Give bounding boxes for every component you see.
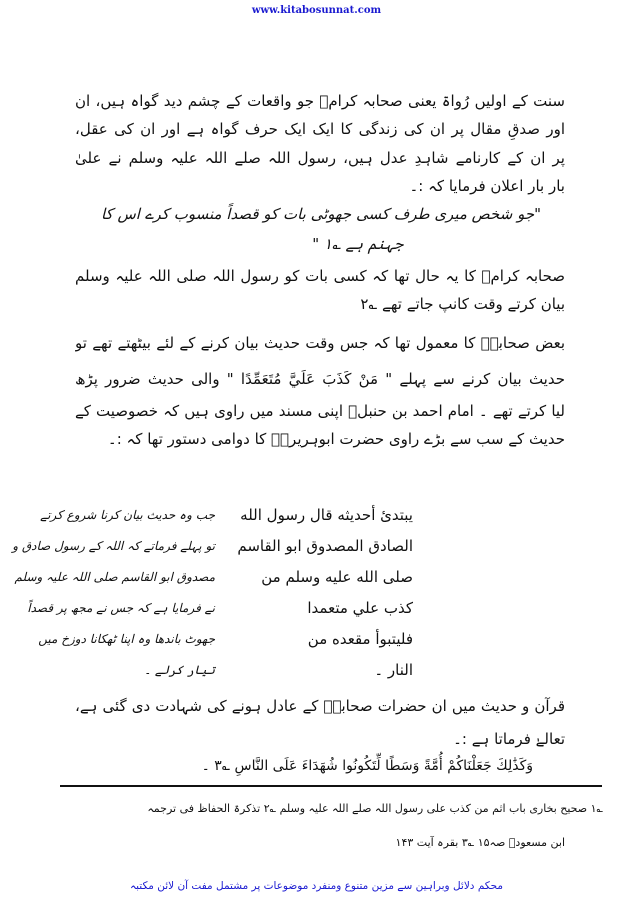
body-line: اور صدقِ مقال پر ان کی زندگی کا ایک ایک حرف گواہ ہے اور ان کی عقل، [75, 120, 565, 138]
translation-line: نے فرمایا ہے کہ جس نے مجھ پر قصداً [27, 601, 215, 615]
quran-verse: وَكَذَٰلِكَ جَعَلْنَاكُمْ أُمَّةً وَسَطًا لِّتَكُونُوا شُهَدَاءَ عَلَى النَّاسِ ؎۳ ۔ [201, 758, 533, 774]
arabic-line: كذب علي متعمدا [307, 599, 413, 617]
translation-line: مصدوق ابو القاسم صلی اللہ علیہ وسلم [14, 570, 215, 584]
footer-tagline: محکم دلائل وبراہین سے مزین متنوع ومنفرد موضوعات پر مشتمل مفت آن لائن مکتبہ [129, 880, 504, 892]
translation-line: تیار کرلے ۔ [144, 663, 215, 677]
translation-line: جب وہ حدیث بیان کرنا شروع کرتے [40, 508, 215, 522]
body-line: قرآن و حدیث میں ان حضرات صحابہؓ کے عادل ہونے کی شہادت دی گئی ہے، [75, 697, 565, 715]
arabic-line: الصادق المصدوق ابو القاسم [237, 537, 413, 555]
arabic-line: فليتبوأ مقعده من [307, 630, 413, 648]
footnote-line: ابن مسعودؓ صہ۱۵ ؎۳ بقرہ آیت ۱۴۳ [395, 836, 565, 849]
arabic-hadith-column [223, 500, 413, 686]
arabic-line: النار ۔ [374, 661, 413, 679]
body-line: صحابہ کرامؓ کا یہ حال تھا کہ کسی بات کو رسول اللہ صلی اللہ علیہ وسلم [75, 267, 565, 285]
footnote-line: ؎۱ صحیح بخاری باب اثم من کذب علی رسول اللہ صلے اللہ علیہ وسلم ؎۲ تذکرۃ الحفاظ فی ترجمہ [147, 802, 603, 815]
hadith-quote-line: "جو شخص میری طرف کسی جھوٹی بات کو قصداً منسوب کرے اس کا [101, 205, 541, 223]
footnote-divider [60, 785, 602, 787]
body-line: بار بار اعلان فرمایا کہ :۔ [409, 177, 565, 195]
site-url-link[interactable]: www.kitabosunnat.com [251, 5, 382, 16]
body-line: پر ان کے کارنامے شاہدِ عدل ہیں، رسول اللہ صلے اللہ علیہ وسلم نے علیٰ [75, 149, 565, 167]
body-line: بعض صحابہؓ کا معمول تھا کہ جس وقت حدیث بیان کرنے کے لئے بیٹھتے تھے تو [75, 334, 565, 352]
arabic-line: صلى الله عليه وسلم من [261, 568, 413, 586]
hadith-quote-line: جہنم ہے ؎۱ " [312, 235, 403, 253]
translation-line: جھوٹ باندھا وہ اپنا ٹھکانا دوزخ میں [38, 632, 215, 646]
arabic-line: يبتدئ أحديثه قال رسول الله [240, 506, 413, 524]
body-line: حدیث بیان کرنے سے پہلے " مَنْ كَذَبَ عَلَيَّ مُتَعَمِّدًا " والی حدیث ضرور پڑھ [75, 370, 565, 388]
translation-line: تو پہلے فرماتے کہ اللہ کے رسول صادق و [12, 539, 215, 553]
body-line: حدیث کے سب سے بڑے راوی حضرت ابوہریرہؓ کا دوامی دستور تھا کہ :۔ [107, 430, 565, 448]
body-line: بیان کرتے وقت کانپ جاتے تھے ؎۲ [360, 295, 565, 313]
translation-column [12, 500, 215, 686]
body-line: تعالےٰ فرماتا ہے :۔ [453, 730, 565, 748]
body-line: لیا کرتے تھے ۔ امام احمد بن حنبلؒ اپنی مسند میں راوی ہیں کہ خصوصیت کے [75, 402, 565, 420]
body-line: سنت کے اولیں رُواۃ یعنی صحابہ کرامؓ جو واقعات کے چشم دید گواہ ہیں، ان [75, 92, 565, 110]
